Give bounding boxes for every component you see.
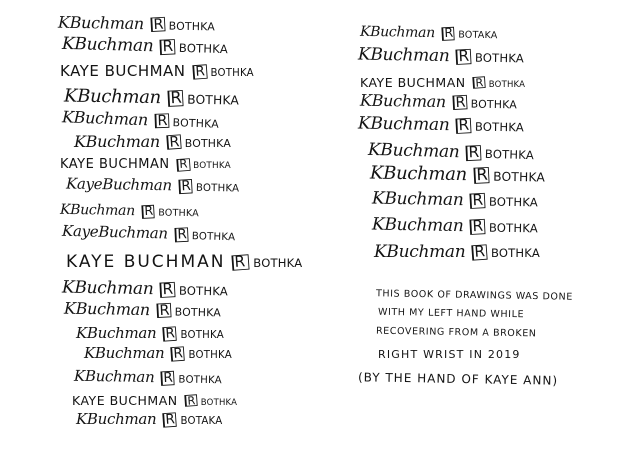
signature-name: KBuchman — [61, 33, 154, 57]
signature-name: KAYE BUCHMAN — [72, 393, 178, 408]
r-mark-icon: R — [163, 412, 178, 427]
signature-suffix: BOTHKA — [210, 68, 254, 79]
r-mark-icon: R — [178, 179, 192, 194]
signature-line — [57, 12, 216, 34]
signature-suffix: BOTHKA — [488, 80, 526, 90]
signature-suffix: BOTHKA — [488, 220, 539, 236]
signature-suffix: BOTHKA — [187, 92, 240, 108]
signature-name: KBuchman — [371, 214, 464, 237]
signature-suffix: BOTHKA — [493, 169, 546, 185]
signature-suffix: BOTHKA — [178, 283, 229, 299]
r-mark-icon: R — [441, 27, 455, 41]
signature-suffix: BOTHKA — [178, 374, 222, 387]
signature-suffix: BOTHKA — [193, 161, 231, 171]
signature-line — [63, 298, 222, 320]
signature-suffix: BOTHKA — [474, 119, 525, 135]
signature-suffix: BOTHKA — [470, 97, 518, 112]
signature-suffix: BOTHKA — [200, 398, 238, 408]
signature-line — [64, 87, 239, 108]
signature-name: KBuchman — [57, 12, 145, 34]
signature-line — [76, 326, 224, 342]
signature-line — [61, 221, 236, 244]
signature-line — [61, 33, 229, 58]
note-byline: (BY THE HAND OF KAYE ANN) — [357, 370, 559, 388]
r-mark-icon: R — [171, 346, 186, 361]
signature-line — [360, 76, 525, 90]
signature-name: KAYE BUCHMAN — [360, 75, 466, 90]
r-mark-icon: R — [184, 394, 198, 407]
r-mark-icon: R — [166, 134, 181, 150]
signature-name: KBuchman — [63, 298, 151, 320]
signature-line — [60, 203, 199, 220]
r-mark-icon: R — [472, 244, 488, 261]
signature-name: KBuchman — [84, 344, 165, 362]
r-mark-icon: R — [470, 219, 486, 235]
r-mark-icon: R — [141, 205, 155, 219]
signature-line — [60, 158, 231, 172]
signature-line — [357, 113, 525, 136]
signature-name: KBuchman — [359, 90, 447, 112]
signature-name: KBuchman — [357, 113, 450, 136]
r-mark-icon: R — [176, 158, 190, 171]
signature-line — [66, 254, 302, 271]
signature-suffix: BOTHKA — [168, 19, 216, 34]
r-mark-icon: R — [466, 145, 482, 161]
signature-suffix: BOTHKA — [253, 256, 303, 270]
signature-line — [374, 244, 540, 261]
r-mark-icon: R — [456, 118, 472, 134]
signature-suffix: BOTHKA — [484, 146, 535, 163]
r-mark-icon: R — [192, 64, 207, 79]
signature-suffix: BOTHKA — [172, 116, 220, 131]
signature-name: KBuchman — [367, 139, 460, 163]
signature-suffix: BOTHKA — [184, 137, 231, 150]
signature-name: KBuchman — [74, 132, 160, 151]
signature-line — [76, 412, 222, 428]
note-line: RIGHT WRIST IN 2019 — [378, 348, 521, 361]
signature-line — [62, 109, 219, 131]
signature-suffix: BOTHKA — [490, 246, 540, 260]
signature-line — [73, 366, 222, 387]
signature-suffix: BOTAKA — [180, 416, 223, 427]
signature-line — [74, 134, 231, 150]
signature-line — [357, 44, 525, 67]
signature-name: KAYE BUCHMAN — [60, 157, 170, 172]
signature-suffix: BOTAKA — [458, 29, 498, 42]
signature-name: KayeBuchman — [61, 221, 169, 243]
r-mark-icon: R — [232, 254, 250, 271]
signature-name: KBuchman — [59, 201, 136, 220]
signature-suffix: BOTHKA — [488, 194, 539, 210]
r-mark-icon: R — [156, 303, 171, 318]
signature-line — [370, 164, 545, 185]
r-mark-icon: R — [167, 90, 183, 107]
r-mark-icon: R — [452, 95, 467, 110]
signature-name: KBuchman — [61, 277, 154, 300]
signature-line — [371, 214, 539, 237]
signature-line — [371, 188, 539, 211]
signature-name: KBuchman — [63, 85, 162, 109]
r-mark-icon: R — [456, 49, 472, 65]
signature-name: KBuchman — [359, 23, 436, 42]
signature-suffix: BOTHKA — [174, 305, 222, 320]
signature-suffix: BOTHKA — [180, 330, 224, 341]
r-mark-icon: R — [174, 227, 188, 242]
signature-name: KBuchman — [371, 188, 464, 211]
r-mark-icon: R — [154, 113, 169, 128]
signature-name: KayeBuchman — [65, 174, 172, 195]
signature-suffix: BOTHKA — [191, 231, 236, 244]
signature-name: KBuchman — [61, 107, 149, 130]
r-mark-icon: R — [473, 167, 489, 184]
signature-name: KBuchman — [369, 162, 468, 186]
r-mark-icon: R — [470, 193, 486, 209]
signature-line — [367, 139, 535, 164]
note-line: RECOVERING FROM A BROKEN — [375, 325, 537, 340]
signature-suffix: BOTHKA — [195, 182, 240, 195]
signature-line — [84, 346, 232, 362]
signature-name: KBuchman — [73, 366, 155, 387]
signature-name: KBuchman — [76, 324, 157, 342]
r-mark-icon: R — [150, 17, 165, 32]
r-mark-icon: R — [161, 371, 175, 386]
signature-line — [66, 176, 240, 195]
signature-name: KAYE BUCHMAN — [60, 62, 186, 80]
signature-suffix: BOTHKA — [474, 50, 525, 66]
r-mark-icon: R — [163, 326, 178, 341]
signature-name: KBuchman — [357, 44, 450, 67]
signature-suffix: BOTHKA — [178, 40, 229, 57]
signature-line — [359, 90, 518, 112]
signature-name: KBuchman — [374, 242, 466, 262]
signature-name: KAYE BUCHMAN — [66, 252, 226, 272]
r-mark-icon: R — [160, 282, 176, 298]
signature-line — [72, 394, 237, 408]
r-mark-icon: R — [472, 76, 486, 89]
signature-line — [60, 64, 254, 80]
r-mark-icon: R — [160, 39, 176, 55]
note-line: THIS BOOK OF DRAWINGS WAS DONE — [375, 288, 573, 303]
note-line: WITH MY LEFT HAND WHILE — [377, 306, 525, 321]
signature-suffix: BOTHKA — [158, 207, 199, 220]
signature-line — [61, 277, 229, 300]
signature-line — [360, 25, 498, 42]
signature-name: KBuchman — [76, 410, 157, 428]
signature-suffix: BOTHKA — [188, 350, 232, 361]
